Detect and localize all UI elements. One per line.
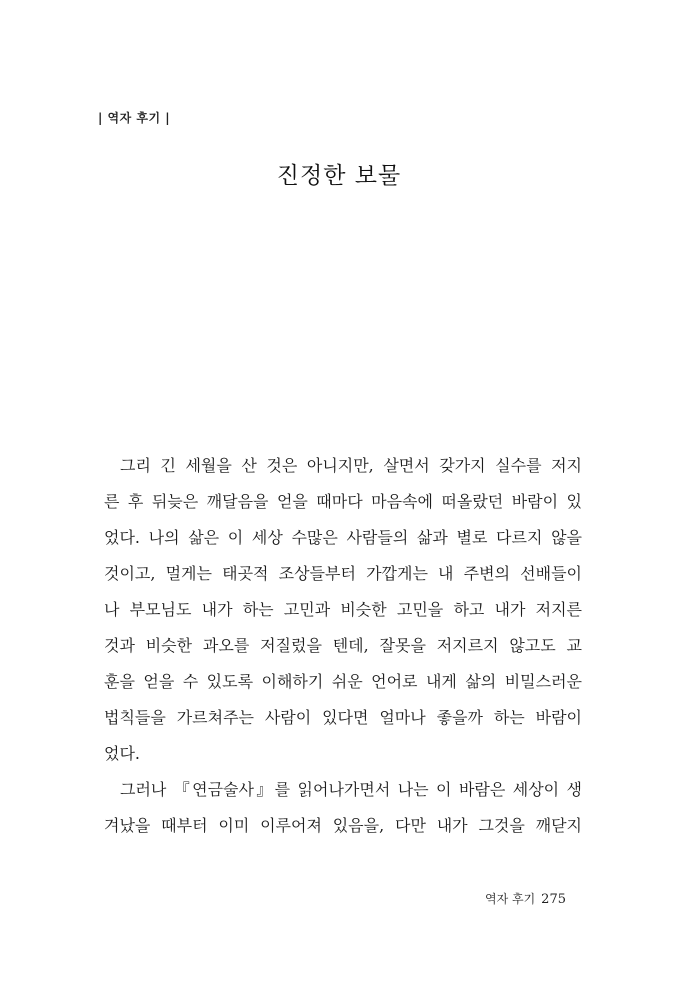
page-footer [485,890,566,907]
running-title: 역자 후기 [484,892,536,906]
text-line: 그러나 『연금술사』를 읽어나가면서 나는 이 바람은 세상이 생 [120,780,582,799]
text-line: 었다. 나의 삶은 이 세상 수많은 사람들의 삶과 별로 다르지 않을 [104,528,582,547]
text-line: 것과 비슷한 과오를 저질렀을 텐데, 잘못을 저지르지 않고도 교 [104,636,582,655]
text-line: 그리 긴 세월을 산 것은 아니지만, 살면서 갖가지 실수를 저지 [120,456,582,475]
text-line: 른 후 뒤늦은 깨달음을 얻을 때마다 마음속에 떠올랐던 바람이 있 [104,492,582,511]
text-line: 었다. [104,744,140,763]
section-label: | 역자 후기 | [98,111,171,125]
body-text [104,448,582,844]
page-number: 275 [541,892,566,907]
text-line: 나 부모님도 내가 하는 고민과 비슷한 고민을 하고 내가 저지른 [104,600,582,619]
text-line: 겨났을 때부터 이미 이루어져 있음을, 다만 내가 그것을 깨닫지 [104,816,582,835]
page-title: 진정한 보물 [276,163,402,189]
text-line: 훈을 얻을 수 있도록 이해하기 쉬운 언어로 내게 삶의 비밀스러운 [104,672,582,691]
text-line: 것이고, 멀게는 태곳적 조상들부터 가깝게는 내 주변의 선배들이 [104,564,582,583]
text-line: 법칙들을 가르쳐주는 사람이 있다면 얼마나 좋을까 하는 바람이 [104,708,582,727]
